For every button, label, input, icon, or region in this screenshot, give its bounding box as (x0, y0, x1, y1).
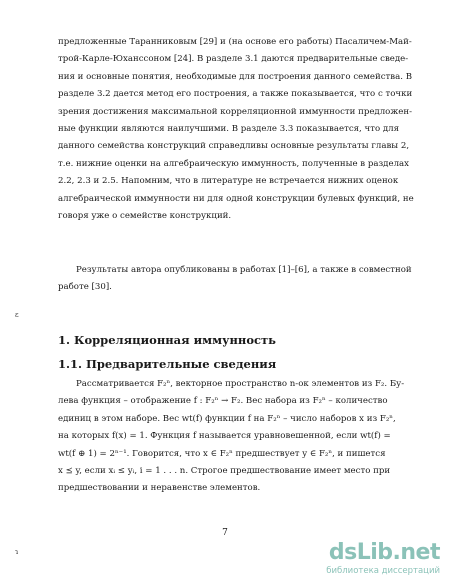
text-line: на которых f(x) = 1. Функция f называется уравновешенной, если wt(f) = (58, 431, 391, 442)
text-line: предложенные Таранниковым [29] и (на основе его работы) Пасаличем-Май- (58, 37, 412, 47)
chapter-heading: 1. Корреляционная иммунность (58, 333, 276, 347)
text-line: лева функция – отображение f : F₂ⁿ → F₂. Вес набора из F₂ⁿ – количество (58, 396, 388, 407)
text-line: предшествовании и неравенстве элементов. (58, 483, 261, 494)
text-line: x ⪯ y, если xᵢ ≤ yᵢ, i = 1 . . . n. Строгое предшествование имеет место при (58, 466, 391, 477)
text-line: Результаты автора опубликованы в работах [1]–[6], а также в совместной (76, 265, 412, 275)
section-heading: 1.1. Предварительные сведения (58, 357, 277, 371)
text-line: ные функции являются наилучшими. В разделе 3.3 показывается, что для (58, 124, 400, 135)
margin-mark: ɛ (15, 311, 19, 319)
text-line: разделе 3.2 дается метод его построения, а также показывается, что с точки (58, 89, 413, 100)
watermark-subtitle: библиотека диссертаций (326, 566, 440, 576)
text-line: 2.2, 2.3 и 2.5. Напомним, что в литературе не встречается нижних оценок (58, 176, 399, 187)
text-line: зрения достижения максимальной корреляционной иммунности предложен- (58, 106, 412, 117)
text-line: Рассматривается F₂ⁿ, векторное пространство n-ок элементов из F₂. Бу- (76, 379, 405, 389)
intro-paragraph (58, 34, 414, 225)
watermark-logo (322, 540, 442, 580)
watermark-title: dsLib.net (328, 540, 440, 565)
text-line: wt(f ⊕ 1) = 2ⁿ⁻¹. Говорится, что x ∈ F₂ⁿ предшествует y ∈ F₂ⁿ, и пишется (58, 448, 386, 459)
text-line: работе [30]. (58, 282, 112, 293)
text-line: ния и основные понятия, необходимые для построения данного семейства. В (58, 71, 413, 82)
page-number: 7 (222, 528, 228, 538)
results-paragraph (58, 262, 410, 297)
text-line: данного семейства конструкций справедливы основные результаты главы 2, (58, 141, 410, 152)
text-line: т.е. нижние оценки на алгебраическую иммунность, полученные в разделах (58, 158, 409, 169)
text-line: трой-Карле-Юханссоном [24]. В разделе 3.1 даются предварительные сведе- (58, 54, 409, 65)
definitions-paragraph (58, 376, 410, 498)
text-line: говоря уже о семействе конструкций. (58, 211, 232, 222)
text-line: единиц в этом наборе. Вес wt(f) функции f на F₂ⁿ – число наборов x из F₂ⁿ, (58, 413, 396, 424)
text-line: алгебраической иммунности ни для одной конструкции булевых функций, не (58, 193, 414, 204)
margin-mark: ɿ (15, 548, 19, 556)
